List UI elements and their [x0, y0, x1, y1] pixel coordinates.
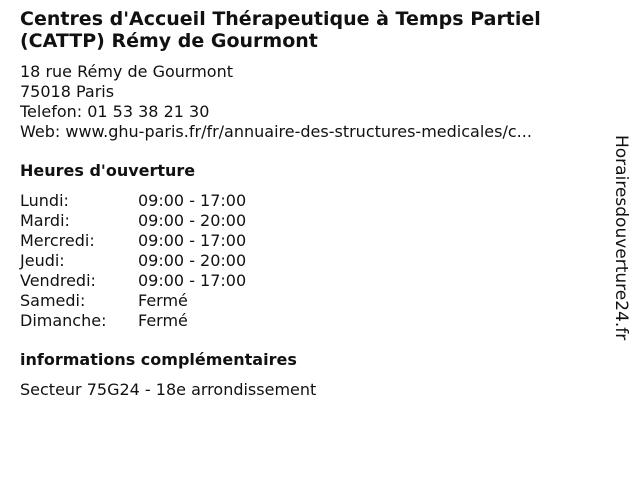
hours-value: 09:00 - 17:00 [138, 271, 247, 290]
place-title: Centres d'Accueil Thérapeutique à Temps Partiel (CATTP) Rémy de Gourmont [20, 8, 541, 52]
hours-row-saturday [20, 291, 610, 311]
hours-row-friday [20, 271, 610, 291]
day-label: Jeudi: [20, 251, 65, 270]
day-label: Vendredi: [20, 271, 96, 290]
day-label: Mardi: [20, 211, 70, 230]
site-brand-vertical: Horairesdouverture24.fr [611, 135, 631, 341]
hours-value: 09:00 - 17:00 [138, 231, 247, 250]
opening-hours-heading: Heures d'ouverture [20, 161, 196, 180]
hours-row-tuesday [20, 211, 610, 231]
street-address: 18 rue Rémy de Gourmont [20, 62, 233, 81]
hours-row-monday [20, 191, 610, 211]
day-label: Mercredi: [20, 231, 95, 250]
day-label: Lundi: [20, 191, 69, 210]
website-line [20, 122, 610, 142]
address-block [20, 62, 610, 142]
hours-value: Fermé [138, 291, 188, 310]
place-details [20, 8, 610, 400]
opening-hours-table [20, 191, 610, 331]
hours-value: 09:00 - 20:00 [138, 211, 247, 230]
city-postcode: 75018 Paris [20, 82, 115, 101]
additional-info-heading: informations complémentaires [20, 350, 297, 369]
hours-value: Fermé [138, 311, 188, 330]
phone-number[interactable]: Telefon: 01 53 38 21 30 [20, 102, 210, 121]
hours-row-sunday [20, 311, 610, 331]
hours-row-wednesday [20, 231, 610, 251]
additional-info-text: Secteur 75G24 - 18e arrondissement [20, 380, 317, 399]
hours-value: 09:00 - 17:00 [138, 191, 247, 210]
website-link[interactable]: Web: www.ghu-paris.fr/fr/annuaire-des-structures-medicales/c... [20, 122, 532, 141]
day-label: Dimanche: [20, 311, 107, 330]
hours-value: 09:00 - 20:00 [138, 251, 247, 270]
day-label: Samedi: [20, 291, 86, 310]
hours-row-thursday [20, 251, 610, 271]
